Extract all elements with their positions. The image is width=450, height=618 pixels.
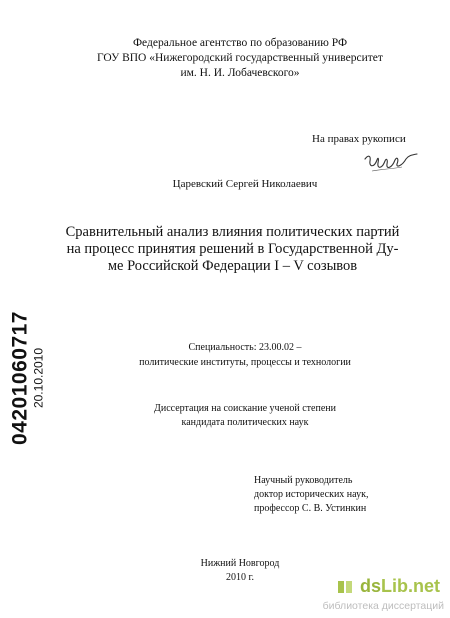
- watermark-site-suffix: Lib.net: [381, 576, 440, 596]
- specialty-name: политические институты, процессы и технологии: [139, 357, 351, 368]
- supervisor-degree: доктор исторических наук,: [254, 489, 369, 500]
- institution-line-3: им. Н. И. Лобачевского»: [180, 67, 300, 79]
- author-name: Царевский Сергей Николаевич: [172, 178, 318, 190]
- year: 2010 г.: [226, 572, 254, 583]
- library-stamp: [1, 258, 53, 498]
- book-icon: [336, 578, 354, 596]
- supervisor-block: [254, 474, 368, 516]
- supervisor-name: профессор С. В. Устинкин: [254, 503, 367, 514]
- manuscript-note: На правах рукописи: [312, 133, 406, 145]
- institution-line-1: Федеральное агентство по образованию РФ: [132, 37, 348, 49]
- institution-line-2: ГОУ ВПО «Нижегородский государственный университет: [97, 52, 383, 64]
- watermark-subtitle: библиотека диссертаций: [322, 600, 444, 612]
- title-line-1: Сравнительный анализ влияния политических партий: [65, 224, 400, 240]
- title-line-3: ме Российской Федерации I – V созывов: [107, 258, 358, 274]
- institution-header: [60, 36, 420, 81]
- author-signature: [362, 149, 420, 177]
- degree-block: [110, 402, 380, 430]
- place-and-year: [150, 557, 330, 585]
- stamp-date: 20.10.2010: [31, 347, 46, 409]
- city: Нижний Новгород: [200, 558, 280, 569]
- watermark-site-prefix: ds: [359, 576, 381, 596]
- dissertation-title: [60, 224, 405, 275]
- degree-line-1: Диссертация на соискание ученой степени: [154, 403, 336, 414]
- title-line-2: на процесс принятия решений в Государственной Ду-: [66, 241, 399, 257]
- specialty-block: [110, 340, 380, 370]
- degree-line-2: кандидата политических наук: [181, 417, 309, 428]
- specialty-code: Специальность: 23.00.02 –: [188, 342, 302, 353]
- watermark-site: [360, 576, 440, 597]
- stamp-number: 04201060717: [8, 311, 32, 445]
- dslib-watermark: [322, 576, 446, 616]
- supervisor-role: Научный руководитель: [254, 475, 353, 486]
